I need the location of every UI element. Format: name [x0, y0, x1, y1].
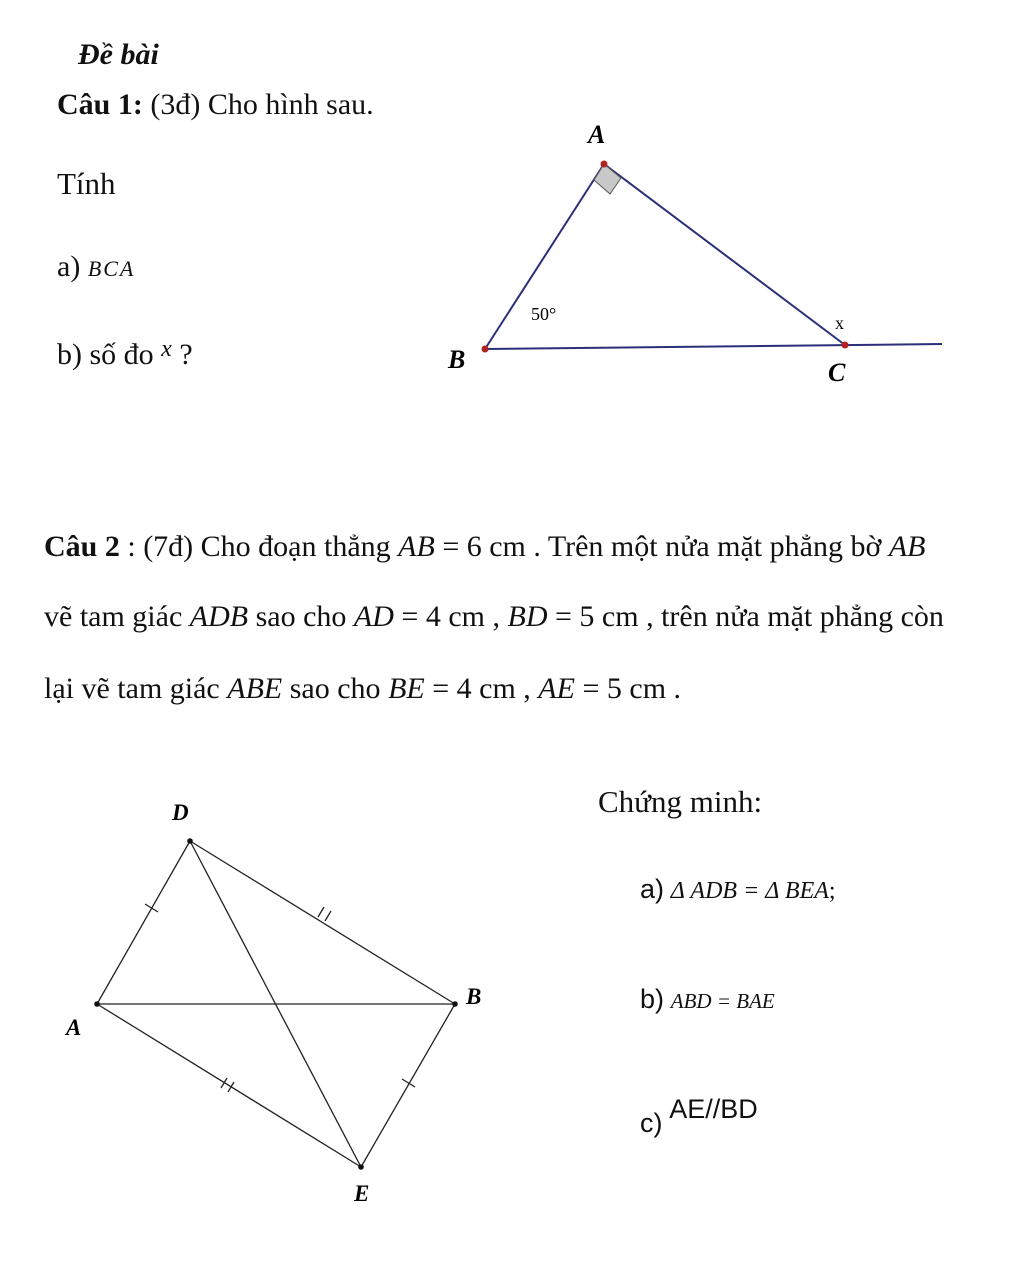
tick-ae-2	[228, 1082, 234, 1092]
segment-ac	[604, 164, 845, 345]
tick-db-2	[325, 911, 331, 921]
q1-part-b-prefix: b) số đo	[57, 338, 154, 371]
q2-text: = 5 cm .	[574, 672, 682, 705]
q2-math: BD	[507, 600, 548, 633]
q2-text: sao cho	[248, 600, 354, 633]
proof-a-prefix: a)	[640, 874, 665, 904]
label-b: B	[448, 345, 466, 374]
q2-quadrilateral-figure	[0, 780, 560, 1220]
q2-math: AB	[398, 530, 435, 563]
q2-math: AE	[538, 672, 575, 705]
label-e: E	[354, 1181, 370, 1206]
point-d	[187, 838, 193, 844]
q2-math: BE	[388, 672, 425, 705]
proof-a-statement: Δ ADB = Δ BEA	[670, 878, 829, 904]
proof-b-prefix: b)	[640, 984, 665, 1014]
proof-c-prefix: c)	[640, 1108, 663, 1138]
label-c: C	[828, 358, 846, 387]
proof-c-statement: AE//BD	[669, 1094, 758, 1124]
q2-text: vẽ tam giác	[44, 600, 190, 633]
point-a	[94, 1001, 100, 1007]
segment-da	[97, 841, 190, 1004]
segment-ae	[97, 1004, 361, 1167]
page-title: Đề bài	[78, 38, 159, 71]
segment-bc-extended	[485, 344, 942, 349]
q1-compute-label: Tính	[57, 166, 116, 201]
q1-part-b-var: x	[161, 336, 172, 362]
q2-math: AD	[353, 600, 394, 633]
right-angle-marker	[594, 164, 621, 194]
point-b	[452, 1001, 458, 1007]
angle-b-label: 50°	[531, 304, 557, 324]
tick-da	[145, 904, 158, 912]
angle-x-label: x	[835, 313, 844, 333]
q1-text: (3đ) Cho hình sau.	[142, 88, 374, 121]
label-a: A	[588, 120, 606, 149]
proof-a-suffix: ;	[828, 878, 836, 904]
q2-text: : (7đ) Cho đoạn thẳng	[119, 530, 399, 563]
q2-text: = 4 cm ,	[424, 672, 539, 705]
tick-db-1	[318, 907, 324, 917]
q2-label: Câu 2	[44, 530, 120, 563]
proof-b-statement: ABD = BAE	[670, 989, 775, 1013]
segment-be	[361, 1004, 455, 1167]
proof-part-c	[640, 1094, 758, 1138]
point-e	[358, 1164, 364, 1170]
q2-text: sao cho	[282, 672, 389, 705]
q2-line-3	[44, 672, 681, 706]
proof-part-b	[640, 984, 775, 1015]
segment-db	[190, 841, 455, 1004]
q2-text: = 4 cm ,	[393, 600, 508, 633]
q1-part-a-angle: BCA	[87, 256, 136, 281]
proof-part-a	[640, 874, 836, 905]
q1-label: Câu 1:	[57, 88, 143, 121]
q2-text: = 5 cm , trên nửa mặt phẳng còn	[547, 600, 944, 633]
q2-math: ABE	[227, 672, 283, 705]
q2-math: ADB	[189, 600, 249, 633]
point-a	[601, 161, 608, 168]
q2-text: = 6 cm . Trên một nửa mặt phẳng bờ	[434, 530, 889, 563]
point-c	[842, 342, 849, 349]
q1-triangle-figure	[0, 0, 1024, 420]
point-b	[482, 346, 489, 353]
label-a: A	[66, 1015, 82, 1040]
proof-heading: Chứng minh:	[598, 784, 763, 819]
q2-line-1	[44, 530, 925, 564]
q2-line-2	[44, 600, 944, 634]
q1-part-a-prefix: a)	[57, 250, 81, 283]
label-d: D	[172, 800, 189, 825]
q2-text: lại vẽ tam giác	[44, 672, 228, 705]
q1-part-b-suffix: ?	[179, 338, 193, 371]
q2-math: AB	[888, 530, 926, 563]
label-b: B	[466, 984, 482, 1009]
